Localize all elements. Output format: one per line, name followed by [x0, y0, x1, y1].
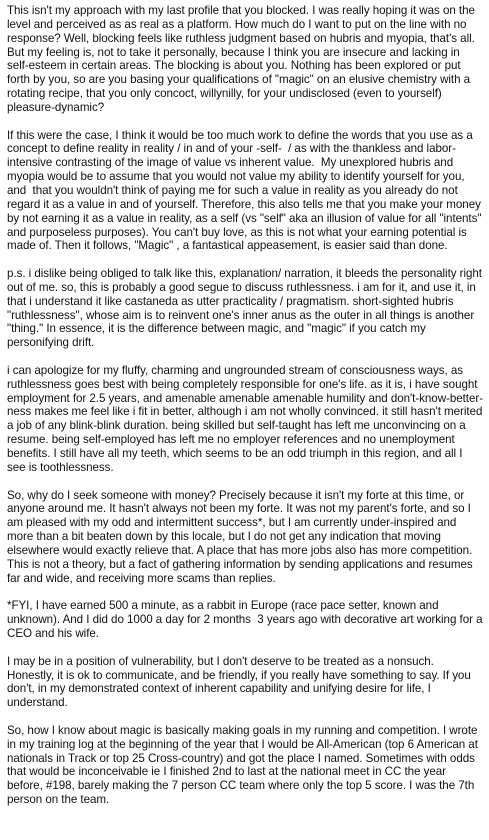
paragraph-1: This isn't my approach with my last profile that you blocked. I was really hoping it was on the level and perceived as as real as a platform. How much do I want to put on the line with no response? Well, blocking feels like ruthless judgment based on hubris and myopia, that's all. But my feeling is, not to take it personally, because I think you are insecure and lacking in self-esteem in certain areas. The blocking is about you. Nothing has been explored or put forth by you, so are you basing your qualifications of "magic" on an elusive chemistry with a rotating recipe, that you only concoct, willynilly, for your undisclosed (even to yourself) pleasure-dynamic?: [7, 4, 479, 114]
paragraph-7: I may be in a position of vulnerability, but I don't deserve to be treated as a nonsuch. Honestly, it is ok to communicate, and be friendly, if you really have something to say. If you don't, in my demonstrated context of inherent capability and unifying desire for life, I understand.: [7, 654, 474, 710]
paragraph-8: So, how I know about magic is basically making goals in my running and competition. I wrote in my training log at the beginning of the year that I would be All-American (top 6 American at nationals in Track or top 25 Cross-country) and got the place I named. Sometimes with odds that would be inconceivable ie I finished 2nd to last at the national meet in CC the year before, #198, barely making the 7 person CC team where only the top 5 score. I was the 7th person on the team.: [7, 723, 482, 807]
paragraph-3: p.s. i dislike being obliged to talk like this, explanation/ narration, it bleeds the personality right out of me. so, this is probably a good segue to discuss ruthlessness. i am for it, and use it, in that i understand it like castaneda as utter practicality / pragmatism. short-sighted hubris "ruthlessness", whose aim is to reinvent one's inner anus as the outer in all things is another "thing." In essence, it is the difference between magic, and "magic" if you catch my personifying drift.: [7, 267, 486, 350]
paragraph-4: i can apologize for my fluffy, charming and ungrounded stream of consciousness ways, as ruthlessness goes best with being completely responsible for one's life. as it is, i have sought employment for 2.5 years, and amenable amenable amenable humility and don't-know-better-ness makes me feel like i fit in better, although i am not wholly convinced. it still hasn't merited a job of any blink-blink duration. being skilled but self-taught has left me unconvincing on a resume. being self-employed has left me no employer references and no unemployment benefits. I still have all my teeth, which seems to be an odd triumph in this region, and all I see is toothlessness.: [7, 363, 486, 474]
paragraph-2: If this were the case, I think it would be too much work to define the words that you use as a concept to define reality in reality / in and of your -self- / as with the thankless and labor-intensive contrasting of the image of value vs inherent value. My unexplored hubris and myopia would be to assume that you would not value my ability to identify yourself for you, and that you wouldn't think of paying me for such a value in reality as you already do not regard it as a value in and of yourself. Therefore, this also tells me that you make your money by not earning it as a value in reality, as a self (vs "self" aka an illusion of value for all "intents" and purposeless purposes). You can't buy love, as this is not what your earning potential is made of. Then it follows, "Magic" , a fantastical appeasement, is easier said than done.: [7, 128, 485, 253]
paragraph-6: *FYI, I have earned 500 a minute, as a rabbit in Europe (race pace setter, known and unknown). And I did do 1000 a day for 2 months 3 years ago with decorative art working for a CEO and his wife.: [7, 599, 486, 640]
paragraph-5: So, why do I seek someone with money? Precisely because it isn't my forte at this time, or anyone around me. It hasn't always not been my forte. It was not my parent's forte, and so I am pleased with my odd and intermittent success*, but I am currently under-inspired and more than a bit beaten down by this locale, but I do not get any indication that moving elsewhere would exactly relieve that. A place that has more jobs also has more competition. This is not a theory, but a fact of gathering information by sending applications and resumes far and wide, and receiving more scams than replies.: [7, 488, 476, 585]
